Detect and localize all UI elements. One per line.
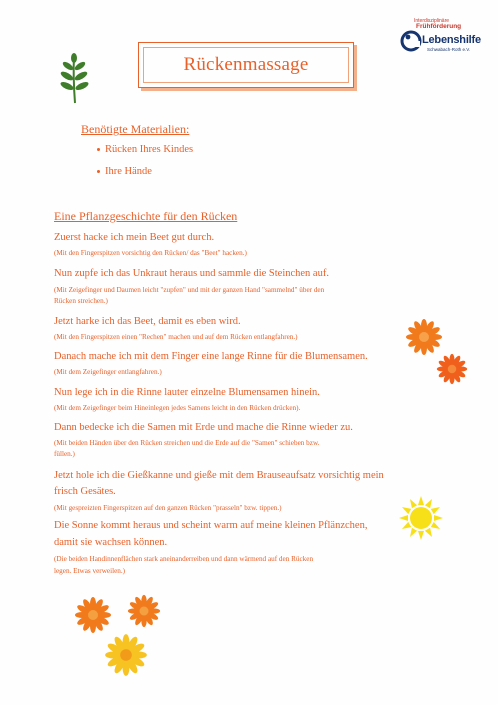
lebenshilfe-logo	[400, 18, 495, 60]
story-heading: Eine Pflanzgeschichte für den Rücken	[54, 209, 238, 223]
step-note: (Mit den Fingerspitzen einen "Rechen" machen und auf dem Rücken entlangfahren.)	[54, 333, 298, 341]
sun-icon	[397, 494, 445, 542]
materials-heading: Benötigte Materialien:	[81, 122, 190, 136]
materials-item: Ihre Hände	[97, 166, 152, 177]
step-text: Die Sonne kommt heraus und scheint warm auf meine kleinen Pflänzchen,	[54, 520, 368, 531]
title-box	[138, 42, 354, 88]
logo-brand: Lebenshilfe	[422, 34, 481, 46]
flower-icon	[436, 353, 468, 385]
flower-icon	[405, 318, 443, 356]
step-text: Nun lege ich in die Rinne lauter einzelne Blumensamen hinein.	[54, 387, 320, 398]
logo-icon	[400, 30, 422, 52]
logo-line2: Frühförderung	[416, 23, 462, 30]
page-title: Rückenmassage	[183, 54, 309, 75]
step-note: (Mit beiden Händen über den Rücken streichen und die Erde auf die "Samen" schieben bzw.	[54, 439, 320, 447]
flower-icon	[74, 596, 112, 634]
step-text: Dann bedecke ich die Samen mit Erde und mache die Rinne wieder zu.	[54, 422, 353, 433]
step-text: frisch Gesätes.	[54, 486, 116, 497]
step-text: damit sie wachsen können.	[54, 537, 168, 548]
plant-icon	[58, 52, 90, 104]
step-text: Jetzt hole ich die Gießkanne und gieße mit dem Brauseaufsatz vorsichtig mein	[54, 470, 384, 481]
logo-sub: Schwabach-Roth e.V.	[427, 47, 471, 52]
logo-line1: Interdisziplinäre	[414, 18, 450, 24]
step-note: (Mit dem Zeigefinger entlangfahren.)	[54, 368, 162, 376]
step-text: Jetzt harke ich das Beet, damit es eben wird.	[54, 316, 241, 327]
step-note: (Mit den Fingerspitzen vorsichtig den Rücken/ das "Beet" hacken.)	[54, 249, 247, 257]
step-note: füllen.)	[54, 450, 75, 458]
step-text: Danach mache ich mit dem Finger eine lange Rinne für die Blumensamen.	[54, 351, 368, 362]
flower-icon	[127, 594, 161, 628]
step-note: (Mit gespreizten Fingerspitzen auf den ganzen Rücken "prasseln" bzw. tippen.)	[54, 504, 282, 512]
step-note: Rücken streichen.)	[54, 297, 108, 305]
step-note: legen. Etwas verweilen.)	[54, 567, 126, 575]
step-text: Zuerst hacke ich mein Beet gut durch.	[54, 232, 215, 243]
step-note: (Die beiden Handinnenflächen stark aneinanderreiben und dann wärmend auf den Rücken	[54, 555, 314, 563]
step-note: (Mit dem Zeigefinger beim Hineinlegen jedes Samens leicht in den Rücken drücken).	[54, 404, 301, 412]
step-note: (Mit Zeigefinger und Daumen leicht "zupfen" und mit der ganzen Hand "sammelnd" über den	[54, 286, 325, 294]
materials-item: Rücken Ihres Kindes	[97, 144, 193, 155]
step-text: Nun zupfe ich das Unkraut heraus und sammle die Steinchen auf.	[54, 268, 329, 279]
flower-icon	[104, 633, 148, 677]
